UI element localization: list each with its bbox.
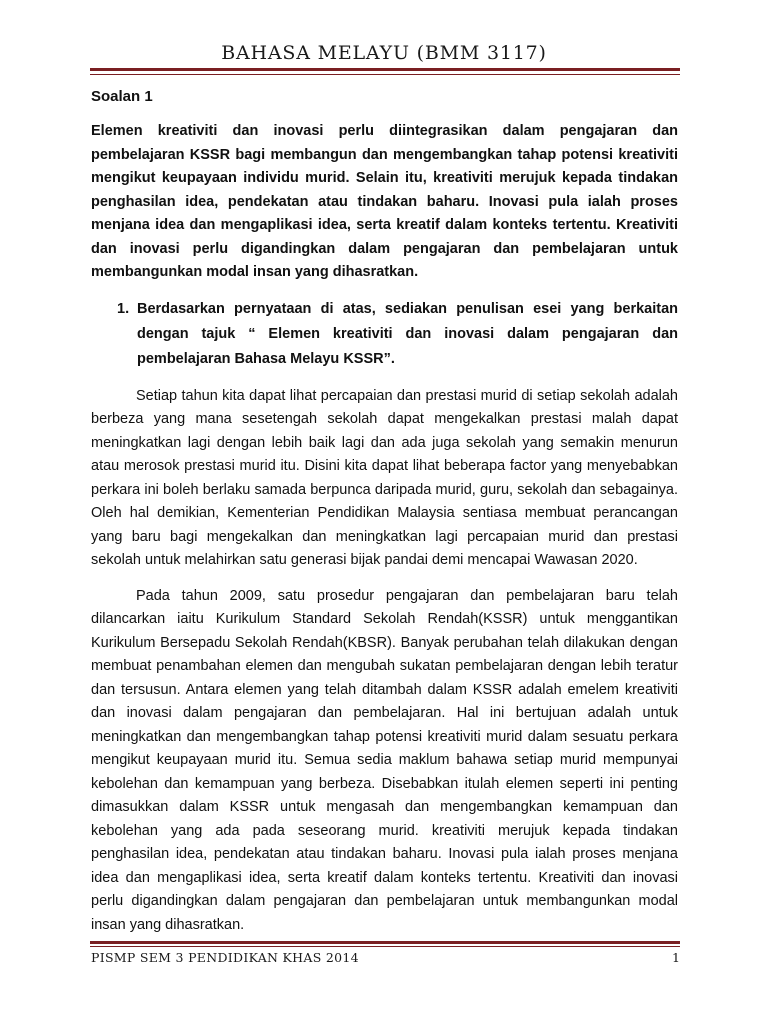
essay-paragraph-2: Pada tahun 2009, satu prosedur pengajaran dan pembelajaran baru telah dilancarkan iaitu Kurikulum Standard Sekolah Rendah(KSSR) untuk menggantikan Kurikulum Bersepadu Sekolah Rendah(KBSR). Banyak perubahan telah dilakukan dengan membuat penambahan elemen dan mengubah sukatan pembelajaran dengan lebih teratur dan tersusun. Antara elemen yang telah ditambah dalam KSSR adalah emelem kreativiti dan inovasi dalam pengajaran dan pembelajaran. Hal ini bertujuan adalah untuk meningkatkan dan mengembangkan tahap potensi kreativiti murid dalam sesuatu perkara mengikut keupayaan murid itu. Semua sedia maklum bahawa setiap murid mempunyai kebolehan dan kemampuan yang berbeza. Disebabkan itulah elemen seperti ini penting dimasukkan dalam KSSR untuk mengasah dan mengembangkan kemampuan dan kebolehan yang ada pada seseorang murid. kreativiti merujuk kepada tindakan penghasilan idea, pendekatan atau tindakan baharu. Inovasi pula ialah proses menjana idea dan mengaplikasi idea, serta kreatif dalam konteks tertentu. Kreativiti dan inovasi perlu digandingkan dalam pengajaran dan pembelajaran untuk membangunkan modal insan yang dihasratkan.	[91, 587, 678, 933]
header-rule-thin	[90, 74, 680, 75]
essay-paragraph-1: Setiap tahun kita dapat lihat percapaian dan prestasi murid di setiap sekolah adalah berbeza yang mana sesetengah sekolah dapat mengekalkan prestasi malah dapat meningkatkan lagi dengan lebih baik lagi dan ada juga sekolah yang semakin menurun atau merosok prestasi murid itu. Disini kita dapat lihat beberapa factor yang menyebabkan perkara ini boleh berlaku samada berpunca daripada murid, guru, sekolah dan sebagainya. Oleh hal demikian, Kementerian Pendidikan Malaysia sentiasa membuat perancangan yang baru bagi mengekalkan dan meningkatkan lagi percapaian murid dan prestasi sekolah untuk melahirkan satu generasi bijak pandai demi mencapai Wawasan 2020.	[91, 387, 678, 568]
page-header-title: BAHASA MELAYU (BMM 3117)	[221, 42, 547, 64]
intro-paragraph: Elemen kreativiti dan inovasi perlu diintegrasikan dalam pengajaran dan pembelajaran KSSR bagi membangun dan mengembangkan tahap potensi kreativiti mengikut keupayaan individu murid. Selain itu, kreativiti merujuk kepada tindakan penghasilan idea, pendekatan atau tindakan baharu. Inovasi pula ialah proses menjana idea dan mengaplikasi idea, serta kreatif dalam konteks tertentu. Kreativiti dan inovasi perlu digandingkan dalam pengajaran dan pembelajaran untuk membangunkan modal insan yang dihasratkan.	[91, 123, 678, 280]
footer-course-label: PISMP SEM 3 PENDIDIKAN KHAS 2014	[91, 950, 359, 965]
footer-rule-thin	[90, 946, 680, 947]
header-rule-thick	[90, 68, 680, 71]
document-body	[91, 86, 678, 949]
section-heading: Soalan 1	[91, 88, 153, 105]
question-text: Berdasarkan pernyataan di atas, sediakan penulisan esei yang berkaitan dengan tajuk “ Elemen kreativiti dan inovasi dalam pengajaran dan pembelajaran Bahasa Melayu KSSR”.	[137, 300, 678, 367]
page-number: 1	[672, 950, 680, 965]
footer-rule-thick	[90, 941, 680, 944]
question-item	[91, 297, 678, 372]
question-number: 1.	[117, 300, 130, 317]
